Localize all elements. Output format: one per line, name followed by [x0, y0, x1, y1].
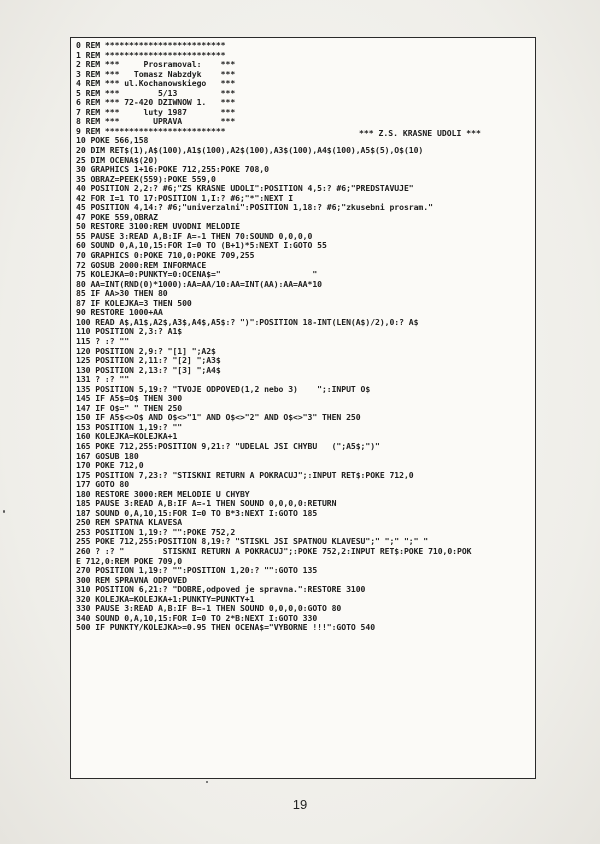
- code-line: 1 REM *************************: [76, 49, 226, 60]
- code-line: 20 DIM RET$(1),A$(100),A1$(100),A2$(100),A3$(100),A4$(100),A5$(5),O$(10): [76, 145, 424, 156]
- code-line: 75 KOLEJKA=0:PUNKTY=0:OCENA$=" ": [76, 269, 318, 280]
- code-line: 6 REM *** 72-420 DZIWNOW 1. ***: [76, 97, 236, 108]
- code-line: 25 DIM OCENA$(20): [76, 154, 158, 165]
- code-line: 130 POSITION 2,13:? "[3] ";A4$: [76, 364, 221, 375]
- code-line: 120 POSITION 2,9:? "[1] ";A2$: [76, 345, 216, 356]
- code-line: 165 POKE 712,255:POSITION 9,21:? "UDELAL JSI CHYBU (";A5$;")": [76, 440, 380, 451]
- code-line: 175 POSITION 7,23:? "STISKNI RETURN A POKRACUJ";:INPUT RET$:POKE 712,0: [76, 469, 414, 480]
- code-line: 8 REM *** UPRAVA ***: [76, 116, 236, 127]
- code-line: 145 IF A5$=O$ THEN 300: [76, 393, 183, 404]
- program-listing-frame: [70, 37, 536, 779]
- code-line: 270 POSITION 1,19:? "":POSITION 1,20:? "":GOTO 135: [76, 565, 318, 576]
- code-line: 185 PAUSE 3:READ A,B:IF A=-1 THEN SOUND 0,0,0,0:RETURN: [76, 498, 337, 509]
- code-line: 300 REM SPRAVNA ODPOVED: [76, 574, 187, 585]
- code-line: 253 POSITION 1,19:? "":POKE 752,2: [76, 526, 236, 537]
- code-line: 330 PAUSE 3:READ A,B:IF B=-1 THEN SOUND 0,0,0,0:GOTO 80: [76, 603, 342, 614]
- code-line: 153 POSITION 1,19:? "": [76, 421, 183, 432]
- code-line: 10 POKE 566,158: [76, 135, 149, 146]
- code-line: 42 FOR I=1 TO 17:POSITION 1,I:? #6;"*":NEXT I: [76, 192, 294, 203]
- code-line: 110 POSITION 2,3:? A1$: [76, 326, 183, 337]
- code-line: 150 IF A5$<>O$ AND O$<>"1" AND O$<>"2" AND O$<>"3" THEN 250: [76, 412, 361, 423]
- code-line: 9 REM *************************: [76, 125, 226, 136]
- code-line: 90 RESTORE 1000+AA: [76, 307, 163, 318]
- code-line: 55 PAUSE 3:READ A,B:IF A=-1 THEN 70:SOUND 0,0,0,0: [76, 230, 313, 241]
- code-line: 4 REM *** ul.Kochanowskiego ***: [76, 78, 236, 89]
- code-line: 50 RESTORE 3100:REM UVODNI MELODIE: [76, 221, 240, 232]
- code-line: 170 POKE 712,0: [76, 460, 144, 471]
- code-line: 3 REM *** Tomasz Nabzdyk ***: [76, 68, 236, 79]
- code-line: 2 REM *** Prosramoval: ***: [76, 59, 236, 70]
- code-line: 250 REM SPATNA KLAVESA: [76, 517, 183, 528]
- code-line: 30 GRAPHICS 1+16:POKE 712,255:POKE 708,0: [76, 164, 269, 175]
- code-line: 160 KOLEJKA=KOLEJKA+1: [76, 431, 178, 442]
- code-line: 5 REM *** 5/13 ***: [76, 87, 236, 98]
- code-line: 85 IF AA>30 THEN 80: [76, 288, 168, 299]
- page-number: 19: [292, 797, 308, 812]
- code-line: E 712,0:REM POKE 709,0: [76, 555, 183, 566]
- code-line: 131 ? :? "": [76, 374, 130, 385]
- code-line: 320 KOLEJKA=KOLEJKA+1:PUNKTY=PUNKTY+1: [76, 593, 255, 604]
- code-line: 135 POSITION 5,19:? "TVOJE ODPOVED(1,2 nebo 3) ";:INPUT O$: [76, 383, 371, 394]
- code-line: 500 IF PUNKTY/KOLEJKA>=0.95 THEN OCENA$="VYBORNE !!!":GOTO 540: [76, 622, 376, 633]
- code-line: 47 POKE 559,OBRAZ: [76, 211, 158, 222]
- code-line: 0 REM *************************: [76, 40, 226, 50]
- code-line: 72 GOSUB 2000:REM INFORMACE: [76, 259, 207, 270]
- code-line: 310 POSITION 6,21:? "DOBRE,odpoved je spravna.":RESTORE 3100: [76, 584, 366, 595]
- code-line: 187 SOUND 0,A,10,15:FOR I=0 TO B*3:NEXT I:GOTO 185: [76, 507, 318, 518]
- code-line: 177 GOTO 80: [76, 479, 130, 490]
- dust-speck: [206, 781, 208, 783]
- code-line: 60 SOUND 0,A,10,15:FOR I=0 TO (B+1)*5:NEXT I:GOTO 55: [76, 240, 327, 251]
- code-line: 80 AA=INT(RND(0)*1000):AA=AA/10:AA=INT(AA):AA=AA*10: [76, 278, 322, 289]
- code-line: 180 RESTORE 3000:REM MELODIE U CHYBY: [76, 488, 250, 499]
- code-line: 100 READ A$,A1$,A2$,A3$,A4$,A5$:? ")":POSITION 18-INT(LEN(A$)/2),0:? A$: [76, 316, 419, 327]
- code-line: 45 POSITION 4,14:? #6;"univerzalni":POSITION 1,18:? #6;"zkusebni prosram.": [76, 202, 433, 213]
- code-line: 167 GOSUB 180: [76, 450, 139, 461]
- code-line: 255 POKE 712,255:POSITION 8,19:? "STISKL JSI SPATNOU KLAVESU";" ";" ";" ": [76, 536, 429, 547]
- code-line: 340 SOUND 0,A,10,15:FOR I=0 TO 2*B:NEXT I:GOTO 330: [76, 612, 318, 623]
- code-line: 87 IF KOLEJKA=3 THEN 500: [76, 297, 192, 308]
- code-line: 260 ? :? " STISKNI RETURN A POKRACUJ";:POKE 752,2:INPUT RET$:POKE 710,0:POK: [76, 545, 472, 556]
- dust-speck: [3, 510, 5, 513]
- code-line: 125 POSITION 2,11:? "[2] ";A3$: [76, 355, 221, 366]
- code-line: 70 GRAPHICS 0:POKE 710,0:POKE 709,255: [76, 250, 255, 261]
- code-line: 115 ? :? "": [76, 335, 130, 346]
- code-line: 35 OBRAZ=PEEK(559):POKE 559,0: [76, 173, 216, 184]
- code-line: 7 REM *** luty 1987 ***: [76, 106, 236, 117]
- code-line: 147 IF O$=" " THEN 250: [76, 402, 183, 413]
- code-line: 40 POSITION 2,2:? #6;"ZS KRASNE UDOLI":POSITION 4,5:? #6;"PREDSTAVUJE": [76, 183, 414, 194]
- school-title: *** Z.S. KRASNE UDOLI ***: [359, 128, 481, 138]
